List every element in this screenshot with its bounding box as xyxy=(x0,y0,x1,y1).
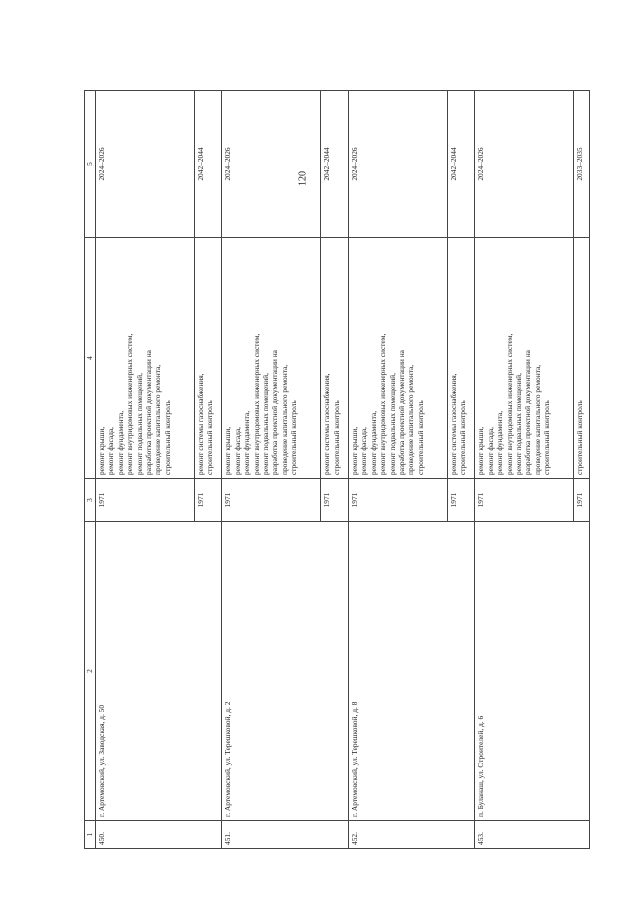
work-item: проведение капитального ремонта, xyxy=(532,364,542,475)
work-item: ремонт внутридомовых инженерных систем, xyxy=(125,333,135,475)
works-cell xyxy=(96,238,195,479)
page-number: 120 xyxy=(297,171,309,186)
header-cell: 1 xyxy=(85,821,96,849)
work-item: ремонт внутридомовых инженерных систем, xyxy=(251,333,261,475)
header-cell: 5 xyxy=(85,91,96,238)
work-item: ремонт фасада, xyxy=(485,427,495,475)
work-item: проведение капитального ремонта, xyxy=(153,364,163,475)
address-cell: г. Артемовский, ул. Терешковой, д. 2 xyxy=(222,522,348,821)
work-item: ремонт крыши, xyxy=(97,426,106,475)
address-cell: г. Артемовский, ул. Заводская, д. 50 xyxy=(96,522,222,821)
table-row xyxy=(96,91,195,849)
work-item: строительный контроль xyxy=(331,400,341,475)
row-number-cell: 450. xyxy=(96,821,222,849)
works-cell xyxy=(321,238,349,479)
works-cell xyxy=(475,238,574,479)
work-item: строительный контроль xyxy=(575,400,585,475)
table-row xyxy=(348,91,447,849)
table-row xyxy=(222,91,321,849)
work-item: проведение капитального ремонта, xyxy=(279,364,289,475)
year-cell: 1971 xyxy=(222,479,321,522)
year-cell: 1971 xyxy=(194,479,222,522)
row-number-cell: 452. xyxy=(348,821,474,849)
work-item: строительный контроль xyxy=(162,400,172,475)
address-cell: п. Буланаш, ул. Строителей, д. 6 xyxy=(475,522,590,821)
work-item: ремонт системы газоснабжения, xyxy=(195,373,205,475)
year-cell: 1971 xyxy=(321,479,349,522)
works-cell xyxy=(447,238,475,479)
work-item: строительный контроль xyxy=(415,400,425,475)
work-item: разработка проектной документации на xyxy=(270,350,280,475)
header-cell: 2 xyxy=(85,522,96,821)
work-item: ремонт фасада, xyxy=(359,427,369,475)
work-item: ремонт внутридомовых инженерных систем, xyxy=(378,333,388,475)
work-item: ремонт подвальных помещений, xyxy=(261,373,271,475)
period-cell: 2033–2035 xyxy=(574,91,590,238)
period-cell: 2042–2044 xyxy=(447,91,475,238)
year-cell: 1971 xyxy=(96,479,195,522)
period-cell: 2042–2044 xyxy=(321,91,349,238)
work-item: строительный контроль xyxy=(205,400,215,475)
work-item: ремонт фундамента, xyxy=(495,410,505,475)
year-cell: 1971 xyxy=(348,479,447,522)
work-item: проведение капитального ремонта, xyxy=(406,364,416,475)
rotated-page-content xyxy=(84,91,590,849)
work-item: ремонт фундамента, xyxy=(368,410,378,475)
works-cell xyxy=(348,238,447,479)
works-cell xyxy=(194,238,222,479)
address-cell: г. Артемовский, ул. Терешковой, д. 8 xyxy=(348,522,474,821)
period-cell: 2024–2026 xyxy=(348,91,447,238)
table-header xyxy=(85,91,96,849)
work-item: ремонт системы газоснабжения, xyxy=(448,373,458,475)
work-item: ремонт фундамента, xyxy=(115,410,125,475)
work-item: ремонт подвальных помещений, xyxy=(513,373,523,475)
work-item: ремонт фасада, xyxy=(106,427,116,475)
table-body xyxy=(96,91,590,849)
period-cell: 2024–2026 xyxy=(222,91,321,238)
works-cell xyxy=(222,238,321,479)
header-cell: 3 xyxy=(85,479,96,522)
capital-repair-table xyxy=(84,90,590,849)
row-number-cell: 453. xyxy=(475,821,590,849)
work-item: ремонт внутридомовых инженерных систем, xyxy=(504,333,514,475)
work-item: ремонт фасада, xyxy=(232,427,242,475)
work-item: строительный контроль xyxy=(289,400,299,475)
work-item: ремонт крыши, xyxy=(476,426,486,475)
table-row xyxy=(475,91,574,849)
work-item: ремонт системы газоснабжения, xyxy=(322,373,332,475)
period-cell: 2024–2026 xyxy=(475,91,574,238)
header-cell: 4 xyxy=(85,238,96,479)
work-item: разработка проектной документации на xyxy=(396,350,406,475)
work-item: строительный контроль xyxy=(458,400,468,475)
year-cell: 1971 xyxy=(447,479,475,522)
works-cell xyxy=(574,238,590,479)
work-item: ремонт крыши, xyxy=(349,426,359,475)
work-item: ремонт подвальных помещений, xyxy=(387,373,397,475)
work-item: строительный контроль xyxy=(542,400,552,475)
period-cell: 2042–2044 xyxy=(194,91,222,238)
work-item: ремонт подвальных помещений, xyxy=(134,373,144,475)
year-cell: 1971 xyxy=(475,479,574,522)
work-item: разработка проектной документации на xyxy=(523,350,533,475)
work-item: разработка проектной документации на xyxy=(144,350,154,475)
row-number-cell: 451. xyxy=(222,821,348,849)
work-item: ремонт фундамента, xyxy=(242,410,252,475)
period-cell: 2024–2026 xyxy=(96,91,195,238)
work-item: ремонт крыши, xyxy=(223,426,233,475)
year-cell: 1971 xyxy=(574,479,590,522)
